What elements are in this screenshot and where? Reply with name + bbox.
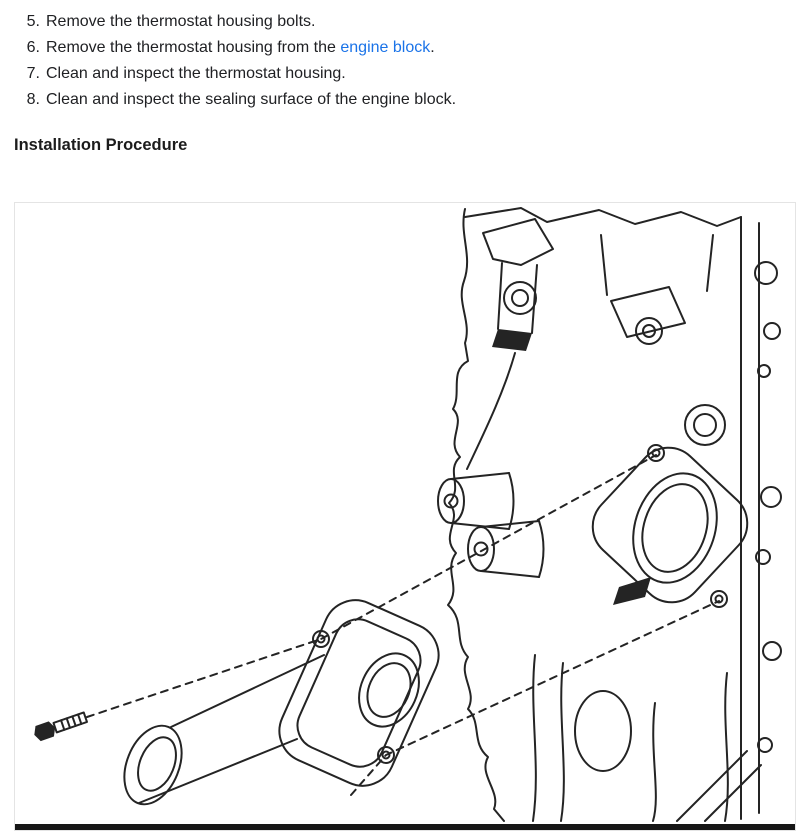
step-text bbox=[46, 35, 435, 61]
gasket-port bbox=[580, 435, 761, 616]
procedure-steps bbox=[14, 9, 796, 113]
engine-block-link[interactable]: engine block bbox=[340, 39, 431, 56]
step-number: 6. bbox=[26, 39, 40, 56]
step-item bbox=[22, 87, 796, 113]
step-number: 8. bbox=[26, 91, 40, 108]
step-item bbox=[22, 9, 796, 35]
step-text: Clean and inspect the thermostat housing. bbox=[46, 65, 346, 82]
step-text-post: . bbox=[430, 39, 435, 56]
figure-bottom-bar bbox=[15, 824, 795, 830]
thermostat-installation-diagram bbox=[15, 203, 795, 824]
diagram-frame bbox=[14, 202, 796, 831]
step-item bbox=[22, 61, 796, 87]
step-text: Clean and inspect the sealing surface of the engine block. bbox=[46, 91, 457, 108]
step-text: Remove the thermostat housing bolts. bbox=[46, 13, 316, 30]
installation-procedure-heading: Installation Procedure bbox=[14, 136, 188, 154]
mounting-bolt bbox=[32, 710, 88, 743]
step-number: 7. bbox=[26, 65, 40, 82]
step-item bbox=[22, 35, 796, 61]
engine-block-outline bbox=[438, 208, 781, 821]
step-text-pre: Remove the thermostat housing from the bbox=[46, 39, 341, 56]
step-number: 5. bbox=[26, 13, 40, 30]
thermostat-housing bbox=[114, 590, 449, 813]
